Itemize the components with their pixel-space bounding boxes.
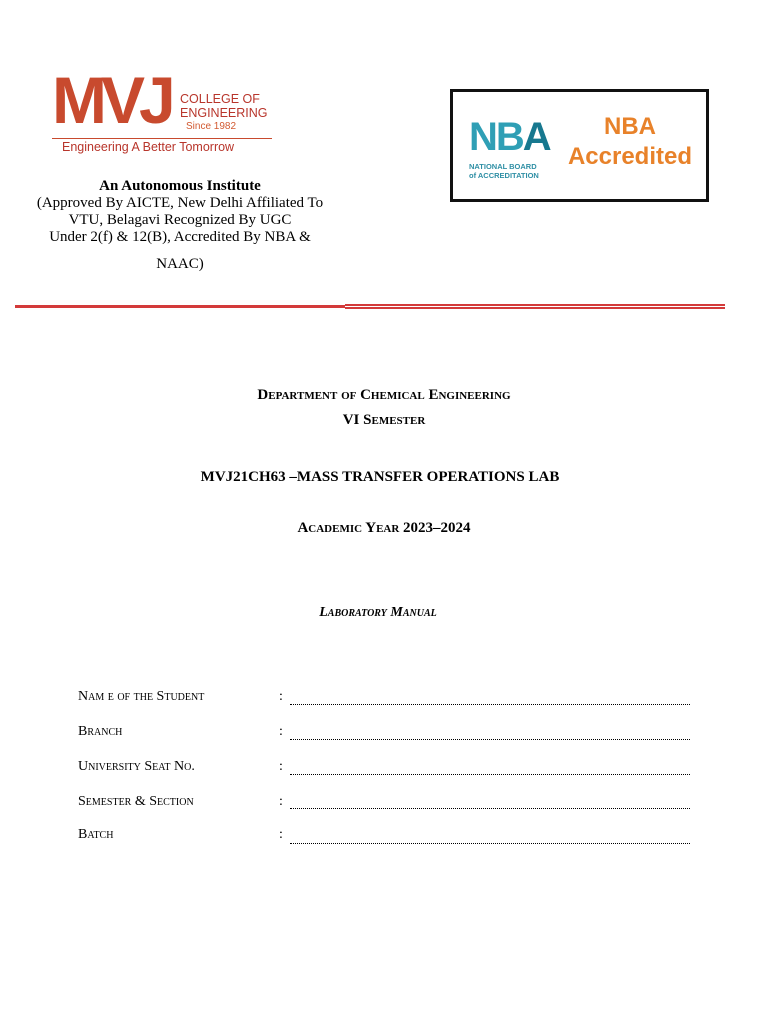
- header-divider-lower: [345, 307, 725, 309]
- nba-full-name: [469, 162, 539, 180]
- form-colon: :: [279, 827, 283, 842]
- institute-details-line: Under 2(f) & 12(B), Accredited By NBA &: [49, 229, 311, 245]
- form-colon: :: [279, 724, 283, 739]
- manual-title: Laboratory Manual: [319, 605, 437, 620]
- batch-field[interactable]: [290, 842, 690, 844]
- mvj-since: Since 1982: [186, 121, 237, 132]
- seat-number-field[interactable]: [290, 773, 690, 775]
- semester-section-field[interactable]: [290, 807, 690, 809]
- mvj-logo-letters: MVJ: [52, 63, 170, 137]
- institute-details-line: (Approved By AICTE, New Delhi Affiliated To: [36, 195, 324, 211]
- institute-details: [20, 195, 340, 246]
- form-colon: :: [279, 689, 283, 704]
- mvj-college-line1: COLLEGE OF: [180, 92, 260, 106]
- nba-logo: [469, 116, 550, 158]
- form-colon: :: [279, 794, 283, 809]
- nba-logo-letters: NB: [469, 115, 523, 159]
- nba-logo-letter-a: A: [522, 115, 550, 159]
- mvj-college-name: [180, 92, 268, 134]
- institute-details-line: VTU, Belagavi Recognized By UGC: [68, 212, 292, 228]
- department-title: Department of Chemical Engineering: [257, 387, 511, 403]
- form-colon: :: [279, 759, 283, 774]
- mvj-logo-rule: [52, 138, 272, 139]
- course-title: MVJ21CH63 –MASS TRANSFER OPERATIONS LAB: [200, 469, 560, 485]
- semester-section-label: Semester & Section: [78, 794, 194, 809]
- nba-accreditation-box: [450, 89, 709, 202]
- nba-accredited-badge: [565, 112, 695, 172]
- branch-field[interactable]: [290, 738, 690, 740]
- branch-label: Branch: [78, 724, 123, 739]
- header-divider-upper: [345, 304, 725, 306]
- nba-sub-line1: NATIONAL BOARD: [469, 162, 537, 171]
- seat-number-label: University Seat No.: [78, 759, 195, 774]
- nba-sub-line2: of ACCREDITATION: [469, 171, 539, 180]
- academic-year: Academic Year 2023–2024: [297, 520, 471, 536]
- semester-title: VI Semester: [342, 412, 426, 428]
- mvj-tagline: Engineering A Better Tomorrow: [62, 140, 235, 154]
- student-name-label: Nam e of the Student: [78, 689, 205, 704]
- mvj-college-line2: ENGINEERING: [180, 106, 268, 120]
- nba-badge-line1: NBA: [604, 113, 656, 140]
- student-name-field[interactable]: [290, 703, 690, 705]
- header-divider: [15, 305, 345, 308]
- institute-details-end: NAAC): [156, 256, 204, 272]
- mvj-logo: [52, 63, 274, 162]
- batch-label: Batch: [78, 827, 114, 842]
- nba-badge-line2: Accredited: [567, 143, 693, 170]
- institute-status: An Autonomous Institute: [99, 178, 261, 194]
